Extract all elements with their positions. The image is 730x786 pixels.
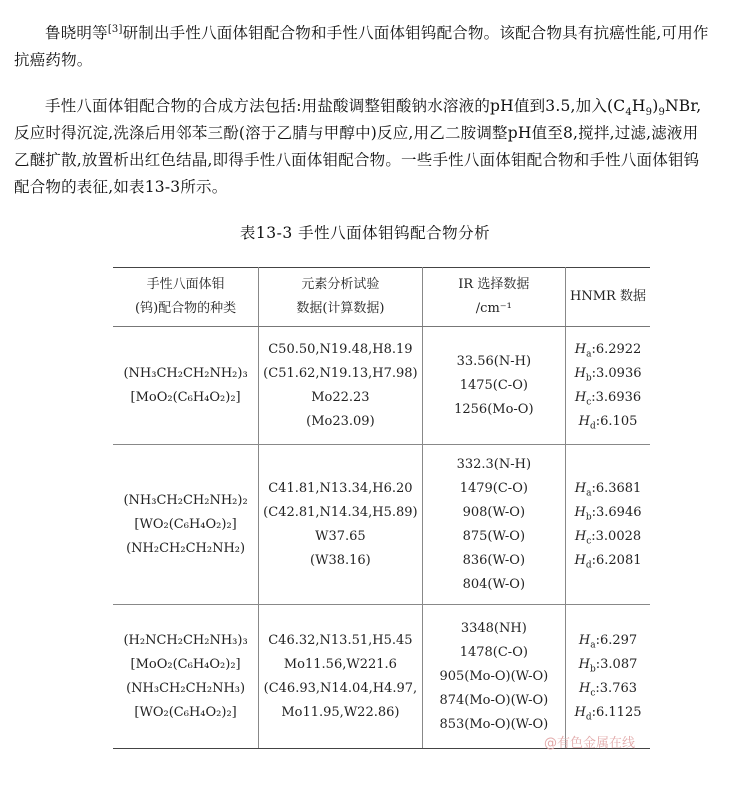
nmr-sub: c — [586, 397, 592, 408]
compound-line: (NH₃CH₂CH₂NH₃) — [126, 680, 246, 696]
header-compound-line2: (钨)配合物的种类 — [135, 301, 237, 316]
nmr-value: :3.6936 — [591, 389, 642, 405]
nmr-value: :6.297 — [595, 632, 638, 648]
ir-line: 33.56(N-H) — [456, 353, 532, 369]
compound-line: (NH₂CH₂CH₂NH₂) — [126, 540, 246, 556]
nmr-line — [570, 501, 646, 525]
elemental-line: (C42.81,N14.34,H5.89) — [263, 504, 418, 520]
nmr-symbol: H — [574, 480, 587, 496]
nmr-value: :3.0936 — [591, 365, 642, 381]
citation-ref: [3] — [107, 23, 123, 35]
ir-line: 874(Mo-O)(W-O) — [439, 692, 549, 708]
nmr-symbol: H — [578, 413, 590, 429]
table-row — [113, 445, 650, 605]
nmr-line — [570, 525, 646, 549]
elemental-line: (C51.62,N19.13,H7.98) — [263, 365, 418, 381]
nmr-line — [570, 362, 646, 386]
nmr-sub: a — [590, 640, 596, 651]
nmr-sub: c — [586, 536, 592, 547]
nmr-sub: d — [590, 421, 596, 432]
para2-text-1: 手性八面体钼配合物的合成方法包括:用盐酸调整钼酸钠水溶液的pH值到3.5,加入(C — [45, 97, 626, 115]
ir-line: 3348(NH) — [460, 620, 527, 636]
nmr-symbol: H — [578, 656, 590, 672]
nmr-symbol: H — [574, 704, 586, 720]
compound-line: (H₂NCH₂CH₂NH₃)₃ — [123, 632, 248, 648]
elemental-line: C46.32,N13.51,H5.45 — [268, 632, 413, 648]
header-elemental — [259, 268, 422, 327]
nmr-symbol: H — [574, 504, 586, 520]
nmr-symbol: H — [574, 389, 587, 405]
para2-text-4: NBr,反应时得沉淀,洗涤后用邻苯三酚(溶于乙腈与甲醇中)反应,用乙二胺调整pH值至8,搅拌,过滤,滤液用乙醚扩散,放置析出红色结晶,即得手性八面体钼配合物。一些手性八面体钼配合物和手性八面体钼钨配合物的表征,如表13-3所示。 — [14, 97, 702, 196]
nmr-sub: d — [585, 712, 592, 723]
elemental-line: (W38.16) — [310, 552, 371, 568]
nmr-symbol: H — [574, 528, 587, 544]
ir-line: 908(W-O) — [462, 504, 526, 520]
ir-cell — [422, 445, 565, 605]
nmr-line — [570, 629, 646, 653]
nmr-cell — [566, 445, 650, 605]
ir-line: 836(W-O) — [462, 552, 526, 568]
compound-line: (NH₃CH₂CH₂NH₂)₂ — [123, 492, 248, 508]
nmr-line — [570, 386, 646, 410]
nmr-value: :3.0028 — [591, 528, 642, 544]
nmr-symbol: H — [574, 365, 586, 381]
synthesis-paragraph — [14, 93, 714, 201]
elemental-cell — [259, 327, 422, 445]
elemental-cell — [259, 605, 422, 749]
ir-line: 332.3(N-H) — [456, 456, 532, 472]
nmr-line — [570, 549, 646, 573]
elemental-line: Mo11.95,W22.86) — [281, 704, 400, 720]
elemental-line: Mo11.56,W221.6 — [283, 656, 397, 672]
nmr-sub: b — [585, 373, 592, 384]
compound-cell — [113, 445, 259, 605]
table-caption: 表13-3 手性八面体钼钨配合物分析 — [239, 224, 491, 242]
nmr-value: :6.2922 — [591, 341, 642, 357]
table-row — [113, 327, 650, 445]
nmr-line — [570, 410, 646, 434]
para2-sub-1: 4 — [625, 107, 632, 119]
compound-line: [WO₂(C₆H₄O₂)₂] — [134, 704, 237, 720]
nmr-sub: c — [590, 688, 596, 699]
nmr-line — [570, 677, 646, 701]
compound-line: [WO₂(C₆H₄O₂)₂] — [134, 516, 237, 532]
nmr-line — [570, 338, 646, 362]
header-nmr — [566, 268, 650, 327]
nmr-value: :3.6946 — [591, 504, 642, 520]
elemental-cell — [259, 445, 422, 605]
header-elemental-line1: 元素分析试验 — [301, 277, 380, 292]
ir-line: 1256(Mo-O) — [454, 401, 534, 417]
compound-line: (NH₃CH₂CH₂NH₂)₃ — [123, 365, 248, 381]
intro-paragraph — [14, 20, 714, 74]
elemental-line: (C46.93,N14.04,H4.97, — [263, 680, 418, 696]
header-ir-line2: /cm⁻¹ — [475, 301, 512, 316]
ir-line: 1479(C-O) — [459, 480, 528, 496]
nmr-cell — [566, 605, 650, 749]
header-ir — [422, 268, 565, 327]
elemental-line: (Mo23.09) — [306, 413, 375, 429]
nmr-line — [570, 653, 646, 677]
para2-sub-3: 9 — [658, 107, 666, 119]
watermark: @有色金属在线 — [544, 736, 636, 751]
para2-text-2: H — [631, 97, 646, 115]
ir-line: 1475(C-O) — [459, 377, 528, 393]
nmr-value: :6.3681 — [591, 480, 642, 496]
ir-cell — [422, 327, 565, 445]
compound-line: [MoO₂(C₆H₄O₂)₂] — [130, 656, 241, 672]
nmr-value: :3.763 — [595, 680, 638, 696]
table-header-row — [113, 268, 650, 327]
ir-cell — [422, 605, 565, 749]
nmr-sub: a — [586, 349, 592, 360]
nmr-value: :6.105 — [595, 413, 638, 429]
compound-cell — [113, 605, 259, 749]
nmr-symbol: H — [578, 632, 591, 648]
nmr-sub: b — [590, 664, 596, 675]
ir-line: 1478(C-O) — [459, 644, 528, 660]
nmr-value: :3.087 — [595, 656, 638, 672]
nmr-symbol: H — [574, 341, 587, 357]
header-compound-line1: 手性八面体钼 — [146, 277, 225, 292]
nmr-line — [570, 701, 646, 725]
elemental-line: W37.65 — [315, 528, 366, 544]
nmr-value: :6.2081 — [591, 552, 642, 568]
compound-line: [MoO₂(C₆H₄O₂)₂] — [130, 389, 241, 405]
elemental-line: Mo22.23 — [311, 389, 370, 405]
ir-line: 875(W-O) — [462, 528, 526, 544]
nmr-sub: b — [585, 512, 592, 523]
ir-line: 804(W-O) — [462, 576, 526, 592]
nmr-line — [570, 477, 646, 501]
header-ir-line1: IR 选择数据 — [458, 277, 530, 292]
nmr-symbol: H — [579, 680, 591, 696]
nmr-sub: a — [586, 488, 592, 499]
elemental-line: C50.50,N19.48,H8.19 — [268, 341, 413, 357]
nmr-symbol: H — [574, 552, 586, 568]
header-compound — [113, 268, 259, 327]
para1-text-a: 鲁晓明等 — [45, 24, 108, 42]
elemental-line: C41.81,N13.34,H6.20 — [268, 480, 413, 496]
ir-line: 905(Mo-O)(W-O) — [439, 668, 549, 684]
table-row — [113, 605, 650, 749]
nmr-sub: d — [585, 560, 592, 571]
para2-sub-2: 9 — [645, 107, 653, 119]
nmr-cell — [566, 327, 650, 445]
header-elemental-line2: 数据(计算数据) — [296, 301, 385, 316]
compound-cell — [113, 327, 259, 445]
para2-text-3: ) — [652, 97, 659, 115]
nmr-value: :6.1125 — [591, 704, 642, 720]
ir-line: 853(Mo-O)(W-O) — [439, 716, 549, 732]
para1-text-b: 研制出手性八面体钼配合物和手性八面体钼钨配合物。该配合物具有抗癌性能,可用作抗癌药物。 — [14, 24, 709, 69]
analysis-table — [113, 267, 650, 749]
header-nmr-text: HNMR 数据 — [570, 289, 646, 304]
